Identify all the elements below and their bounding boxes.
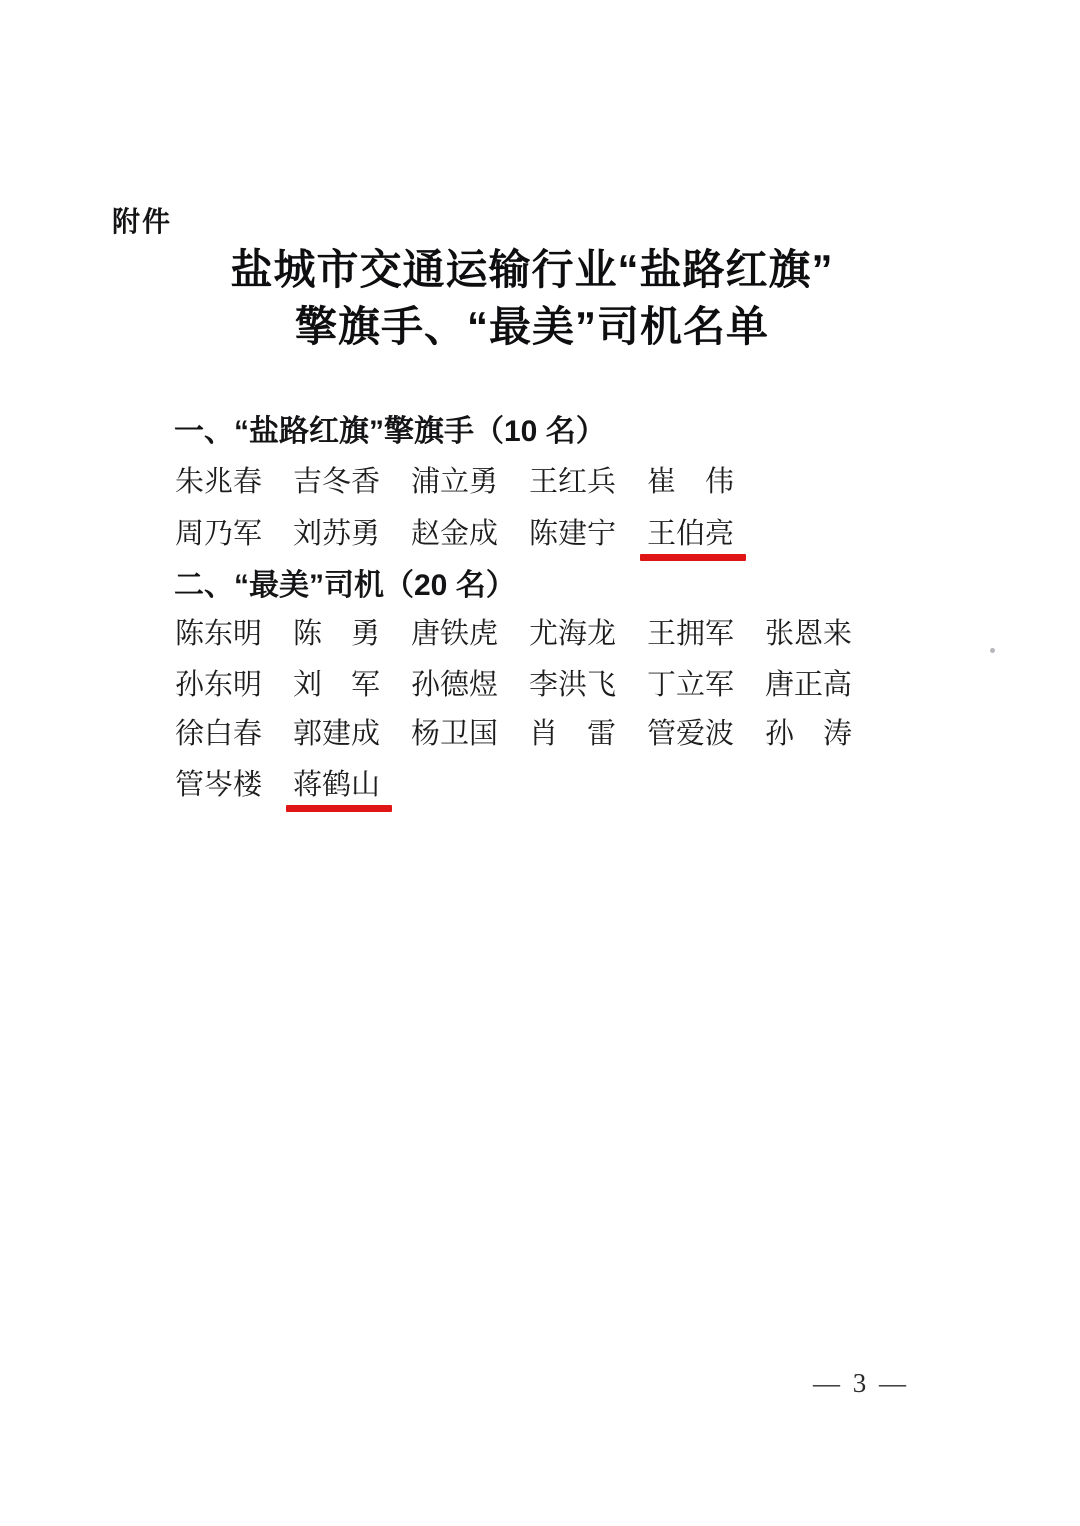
person-name: 周乃军	[175, 518, 263, 550]
name-row	[175, 711, 853, 752]
name-row	[175, 459, 735, 500]
person-name: 崔 伟	[647, 466, 735, 498]
person-name: 杨卫国	[411, 718, 499, 750]
person-name: 管爱波	[647, 718, 735, 750]
title-line-2: 擎旗手、“最美”司机名单	[294, 303, 769, 350]
person-name: 王红兵	[529, 466, 617, 498]
person-name: 孙 涛	[765, 718, 853, 750]
scan-artifact-dot	[990, 648, 995, 653]
person-name: 唐正高	[765, 669, 853, 701]
person-name: 徐白春	[175, 718, 263, 750]
person-name: 刘 军	[293, 669, 381, 701]
document-title	[0, 241, 1064, 355]
person-name: 孙德煜	[411, 669, 499, 701]
person-name: 唐铁虎	[411, 618, 499, 650]
person-name: 陈建宁	[529, 518, 617, 550]
person-name: 管岑楼	[175, 769, 263, 801]
name-row	[175, 611, 853, 652]
person-name: 李洪飞	[529, 669, 617, 701]
attachment-label: 附件	[112, 206, 173, 237]
person-name: 陈东明	[175, 618, 263, 650]
section-2-heading: 二、“最美”司机（20 名）	[174, 569, 516, 602]
person-name: 郭建成	[293, 718, 381, 750]
name-row	[175, 662, 853, 703]
person-name: 陈 勇	[293, 618, 381, 650]
person-name: 尤海龙	[529, 618, 617, 650]
person-name: 浦立勇	[411, 466, 499, 498]
person-name: 孙东明	[175, 669, 263, 701]
person-name: 王拥军	[647, 618, 735, 650]
person-name: 朱兆春	[175, 466, 263, 498]
person-name: 张恩来	[765, 618, 853, 650]
page-number: — 3 —	[813, 1368, 909, 1398]
person-name: 吉冬香	[293, 466, 381, 498]
name-row	[175, 511, 735, 552]
section-1-heading: 一、“盐路红旗”擎旗手（10 名）	[174, 415, 606, 448]
name-row	[175, 762, 381, 803]
person-name-underlined: 蒋鹤山	[293, 762, 381, 803]
person-name: 肖 雷	[529, 718, 617, 750]
person-name: 赵金成	[411, 518, 499, 550]
person-name: 刘苏勇	[293, 518, 381, 550]
person-name: 丁立军	[647, 669, 735, 701]
title-line-1: 盐城市交通运输行业“盐路红旗”	[230, 246, 834, 293]
person-name-underlined: 王伯亮	[647, 511, 735, 552]
